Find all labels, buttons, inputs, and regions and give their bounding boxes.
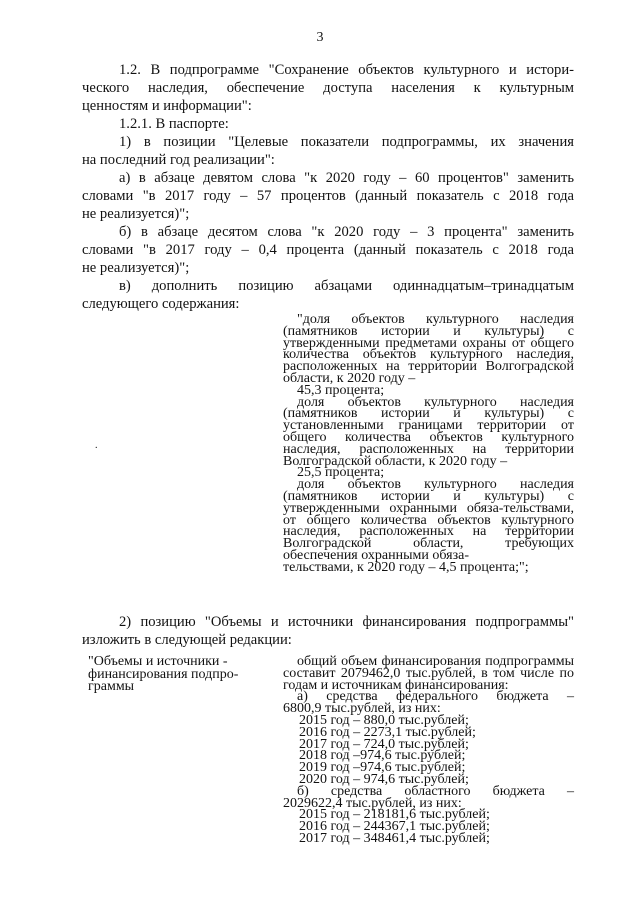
inserted-paragraph-11-end: 45,3 процента; <box>297 382 385 398</box>
section-heading-line-3: ценностям и информации": <box>82 98 252 114</box>
federal-year-2017: 2017 год – 724,0 тыс.рублей; <box>299 736 469 752</box>
federal-intro: а) средства федерального бюджета – <box>297 689 574 705</box>
page-number: 3 <box>316 30 324 45</box>
item-a-line-3: не реализуется)"; <box>82 206 190 222</box>
federal-year-2020: 2020 год – 974,6 тыс.рублей; <box>299 771 469 787</box>
section-heading-line-1: 1.2. В подпрограмме "Сохранение объектов культурного и истори- <box>119 62 574 78</box>
item-a-line-2: словами "в 2017 году – 57 процентов (данный показатель с 2018 года <box>82 188 574 204</box>
item-2-line-1: 2) позицию "Объемы и источники финансирования подпрограммы" <box>119 614 574 630</box>
federal-year-2016: 2016 год – 2273,1 тыс.рублей; <box>299 724 476 740</box>
item-v-line-1: в) дополнить позицию абзацами одиннадцатым–тринадцатым <box>119 278 574 294</box>
item-1-line-2: на последний год реализации": <box>82 152 275 168</box>
item-2-line-2: изложить в следующей редакции: <box>82 632 292 648</box>
inserted-paragraph-12: доля объектов культурного наследия (памятников истории и культуры) с установленными границами территории от общего количества объектов культурного наследия, расположенных на территории Волгоградской области, к 2020 году – <box>283 394 574 469</box>
funding-table-label <box>88 656 268 694</box>
funding-total: общий объем финансирования подпрограммы составит 2079462,0 тыс.рублей, в том числе по годам и источникам финансирования: <box>283 654 574 693</box>
section-heading-line-2: ческого наследия, обеспечение доступа населения к культурным <box>82 80 574 96</box>
inserted-paragraph-13-end: тельствами, к 2020 году – 4,5 процента;"; <box>283 559 529 575</box>
item-v-line-2: следующего содержания: <box>82 296 240 312</box>
subsection-passport: 1.2.1. В паспорте: <box>119 116 229 132</box>
regional-intro: б) средства областного бюджета – <box>297 783 574 799</box>
federal-year-2019: 2019 год –974,6 тыс.рублей; <box>299 760 466 776</box>
item-b-line-2: словами "в 2017 году – 0,4 процента (данный показатель с 2018 года <box>82 242 574 258</box>
item-b-line-3: не реализуется)"; <box>82 260 190 276</box>
item-a-line-1: а) в абзаце девятом слова "к 2020 году – 60 процентов" заменить <box>119 170 574 186</box>
regional-year-2015: 2015 год – 218181,6 тыс.рублей; <box>299 807 490 823</box>
inserted-paragraph-12-end: 25,5 процента; <box>297 465 385 481</box>
item-b-line-1: б) в абзаце десятом слова "к 2020 году – 3 процента" заменить <box>119 224 574 240</box>
stray-mark: . <box>95 440 98 451</box>
funding-label-text: "Объемы и источники - финансирования подпро-граммы <box>88 654 239 694</box>
inserted-paragraphs <box>283 314 574 574</box>
funding-table-content <box>283 656 574 845</box>
inserted-paragraph-13: доля объектов культурного наследия (памятников истории и культуры) с утвержденными охранными обяза-тельствами, от общего количества объектов культурного наследия, расположенных на территории Волгоградской области, требующих обеспечения охранными обяза- <box>283 477 574 563</box>
federal-total: 6800,9 тыс.рублей, из них: <box>283 701 441 717</box>
regional-year-2016: 2016 год – 244367,1 тыс.рублей; <box>299 819 490 835</box>
federal-year-2015: 2015 год – 880,0 тыс.рублей; <box>299 712 469 728</box>
item-1-line-1: 1) в позиции "Целевые показатели подпрограммы, их значения <box>119 134 574 150</box>
regional-year-2017: 2017 год – 348461,4 тыс.рублей; <box>299 830 490 846</box>
inserted-paragraph-11: "доля объектов культурного наследия (памятников истории и культуры) с утвержденными предметами охраны от общего количества объектов культурного наследия, расположенных на территории Волгоградской области, к 2020 году – <box>283 312 574 386</box>
federal-year-2018: 2018 год –974,6 тыс.рублей; <box>299 748 466 764</box>
regional-total: 2029622,4 тыс.рублей, из них: <box>283 795 462 811</box>
